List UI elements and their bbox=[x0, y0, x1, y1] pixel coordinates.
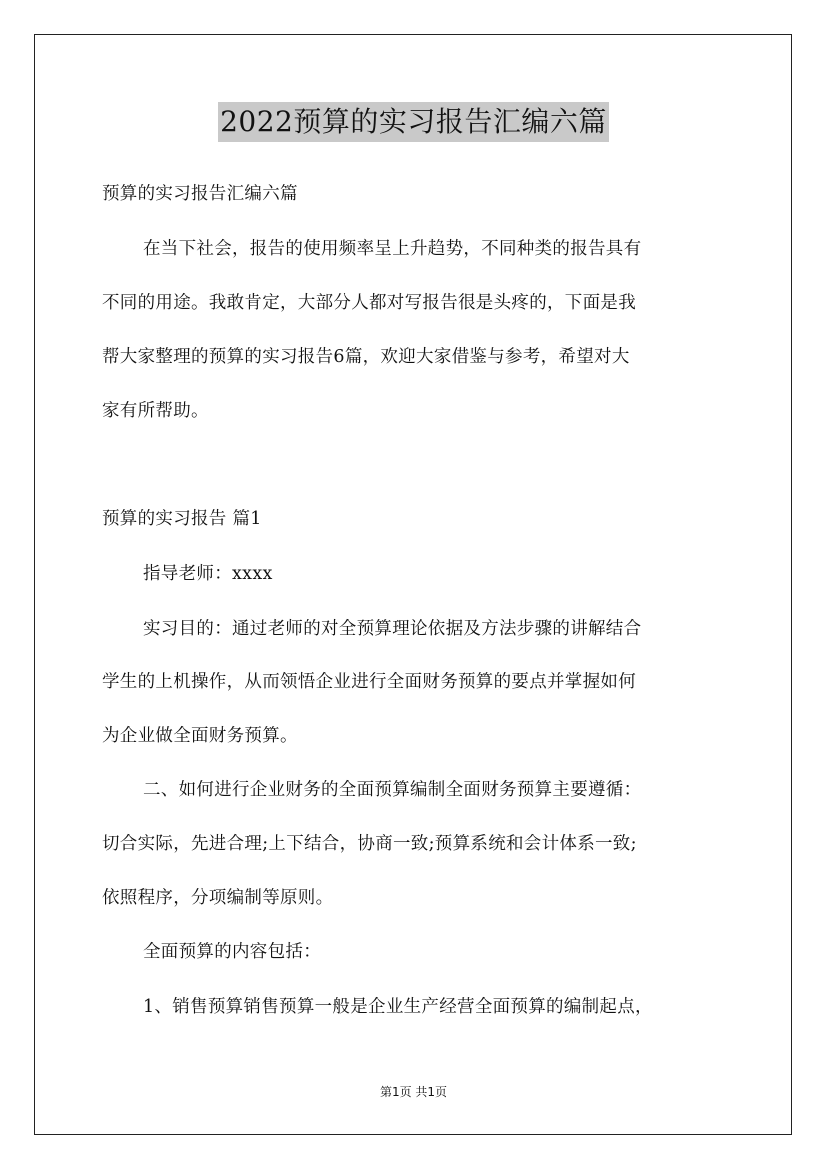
intro-line-3: 帮大家整理的预算的实习报告6篇，欢迎大家借鉴与参考，希望对大 bbox=[102, 347, 630, 367]
document-title-text: 2022预算的实习报告汇编六篇 bbox=[218, 102, 609, 142]
intro-line-1: 在当下社会，报告的使用频率呈上升趋势，不同种类的报告具有 bbox=[143, 239, 642, 259]
purpose-line-1: 实习目的：通过老师的对全预算理论依据及方法步骤的讲解结合 bbox=[143, 619, 642, 639]
section2-line-2: 切合实际，先进合理;上下结合，协商一致;预算系统和会计体系一致; bbox=[102, 834, 637, 854]
intro-line-4: 家有所帮助。 bbox=[102, 401, 209, 421]
purpose-line-2: 学生的上机操作，从而领悟企业进行全面财务预算的要点并掌握如何 bbox=[102, 672, 636, 692]
contents-line: 全面预算的内容包括： bbox=[143, 942, 321, 962]
document-subtitle: 预算的实习报告汇编六篇 bbox=[102, 184, 298, 204]
section2-line-1: 二、如何进行企业财务的全面预算编制全面财务预算主要遵循： bbox=[143, 780, 642, 800]
document-title bbox=[0, 101, 827, 142]
intro-line-2: 不同的用途。我敢肯定，大部分人都对写报告很是头疼的，下面是我 bbox=[102, 293, 636, 313]
section-heading: 预算的实习报告 篇1 bbox=[102, 509, 262, 529]
teacher-line: 指导老师：xxxx bbox=[143, 564, 273, 584]
purpose-line-3: 为企业做全面财务预算。 bbox=[102, 726, 298, 746]
sales-line: 1、销售预算销售预算一般是企业生产经营全面预算的编制起点， bbox=[143, 997, 653, 1017]
section2-line-3: 依照程序，分项编制等原则。 bbox=[102, 888, 334, 908]
page-footer: 第1页 共1页 bbox=[379, 1085, 448, 1099]
